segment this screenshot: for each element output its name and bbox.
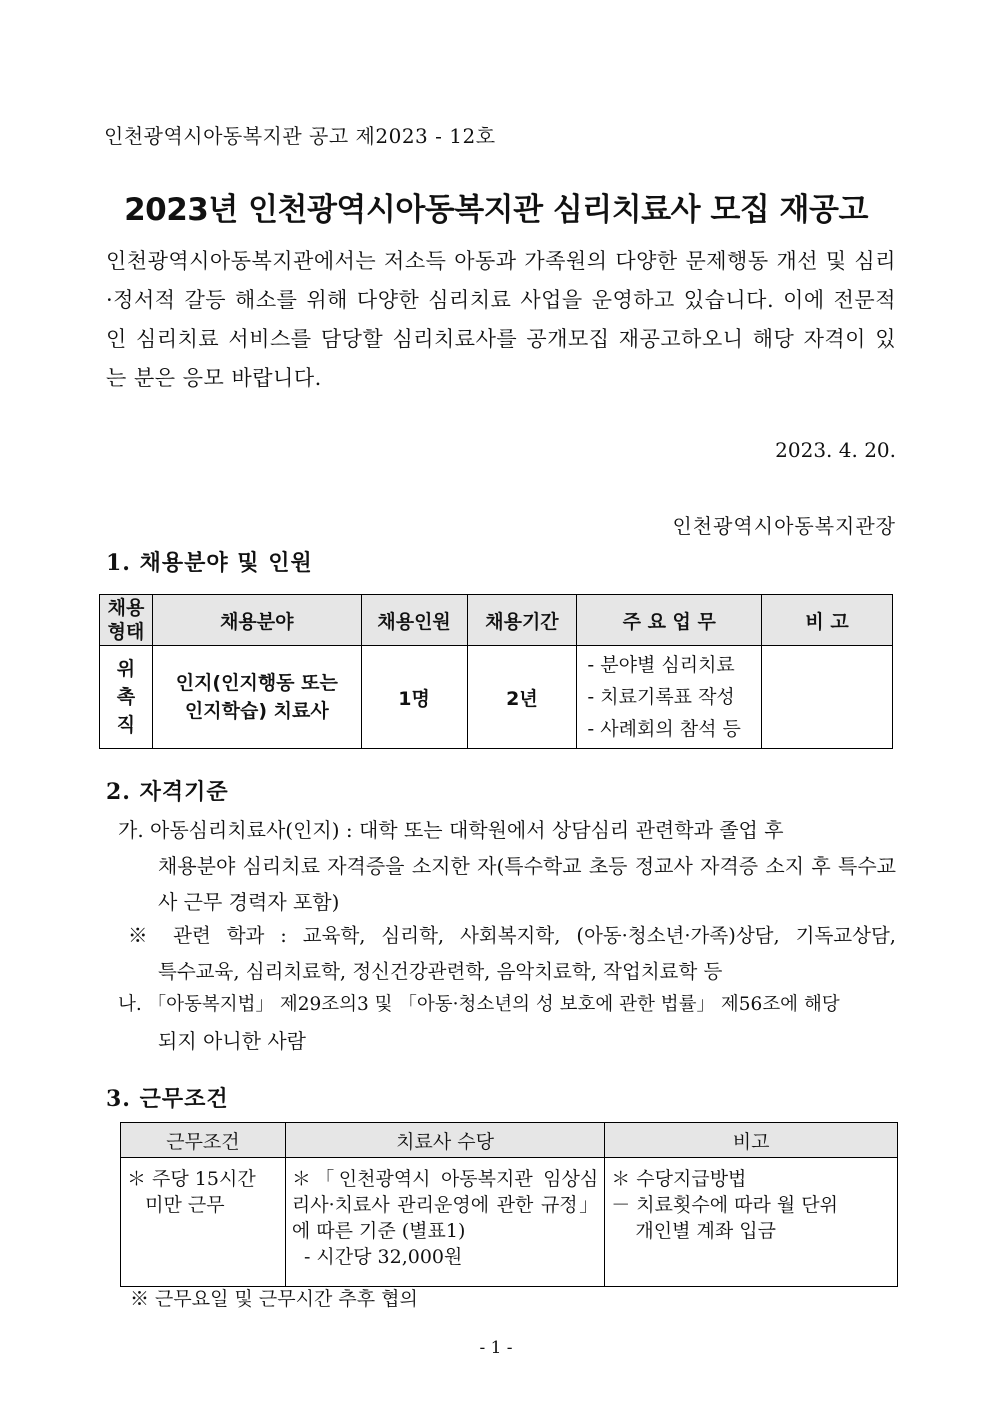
duty-item: - 사례회의 참석 등 [587, 718, 741, 740]
cell-note [762, 646, 893, 749]
schedule-footnote: ※ 근무요일 및 근무시간 추후 협의 [130, 1288, 418, 1310]
header-condition: 근무조건 [121, 1123, 286, 1158]
cell-count: 1명 [361, 646, 467, 749]
cell-period: 2년 [467, 646, 577, 749]
page-number: - 1 - [479, 1338, 513, 1358]
working-conditions-table [120, 1122, 898, 1287]
header-allowance: 치료사 수당 [285, 1123, 604, 1158]
header-count: 채용인원 [361, 595, 467, 646]
notice-date: 2023. 4. 20. [775, 438, 896, 462]
section-2-heading: 2. 자격기준 [106, 779, 229, 805]
header-duties: 주 요 업 무 [577, 595, 762, 646]
cell-allowance [285, 1158, 604, 1287]
table-row [100, 646, 893, 749]
cell-type: 위 촉 직 [100, 646, 153, 749]
allowance-basis: ＊「인천광역시 아동복지관 임상심리사·치료사 관리운영에 관한 규정」에 따른 기준 (별표1) [291, 1168, 599, 1242]
duty-item: - 분야별 심리치료 [587, 654, 735, 676]
cell-remark: ＊ 수당지급방법 － 치료횟수에 따라 월 단위 개인별 계좌 입금 [605, 1158, 898, 1287]
header-type: 채용 형태 [100, 595, 153, 646]
table-row [121, 1158, 898, 1287]
cell-duties [577, 646, 762, 749]
header-note: 비 고 [762, 595, 893, 646]
header-field: 채용분야 [152, 595, 361, 646]
notice-number: 인천광역시아동복지관 공고 제2023 - 12호 [104, 124, 496, 148]
qualification-a [118, 812, 896, 920]
table-header-row [121, 1123, 898, 1158]
section-3-heading: 3. 근무조건 [106, 1086, 229, 1112]
qualification-b [118, 987, 896, 1059]
qualification-a-line1: 가. 아동심리치료사(인지) : 대학 또는 대학원에서 상담심리 관련학과 졸업 후 [118, 818, 784, 842]
related-majors-note [128, 918, 896, 990]
qualification-b-line1: 나. 「아동복지법」 제29조의3 및 「아동·청소년의 성 보호에 관한 법률」 제56조에 해당 [118, 994, 840, 1015]
qualification-b-rest: 되지 아니한 사람 [158, 1029, 306, 1053]
page-title: 2023년 인천광역시아동복지관 심리치료사 모집 재공고 [124, 192, 868, 228]
signatory: 인천광역시아동복지관장 [672, 514, 896, 538]
qualification-a-rest: 채용분야 심리치료 자격증을 소지한 자(특수학교 초등 정교사 자격증 소지 후 특수교사 근무 경력자 포함) [158, 854, 896, 914]
header-period: 채용기간 [467, 595, 577, 646]
table-header-row [100, 595, 893, 646]
header-remark: 비고 [605, 1123, 898, 1158]
intro-paragraph: 인천광역시아동복지관에서는 저소득 아동과 가족원의 다양한 문제행동 개선 및 심리·정서적 갈등 해소를 위해 다양한 심리치료 사업을 운영하고 있습니다. 이에 전문적인 심리치료 서비스를 담당할 심리치료사를 공개모집 재공고하오니 해당 자격이 있는 분은 응모 바랍니다. [106, 249, 896, 390]
cell-condition: ＊ 주당 15시간 미만 근무 [121, 1158, 286, 1287]
section-1-heading: 1. 채용분야 및 인원 [106, 550, 313, 576]
allowance-rate: - 시간당 32,000원 [291, 1246, 463, 1268]
duty-item: - 치료기록표 작성 [587, 686, 735, 708]
cell-field: 인지(인지행동 또는 인지학습) 치료사 [152, 646, 361, 749]
recruitment-table [99, 594, 893, 749]
related-majors-rest: 특수교육, 심리치료학, 정신건강관련학, 음악치료학, 작업치료학 등 [158, 960, 723, 983]
related-majors-line1: ※ 관련 학과 : 교육학, 심리학, 사회복지학, (아동·청소년·가족)상담, 기독교상담, [128, 924, 896, 947]
